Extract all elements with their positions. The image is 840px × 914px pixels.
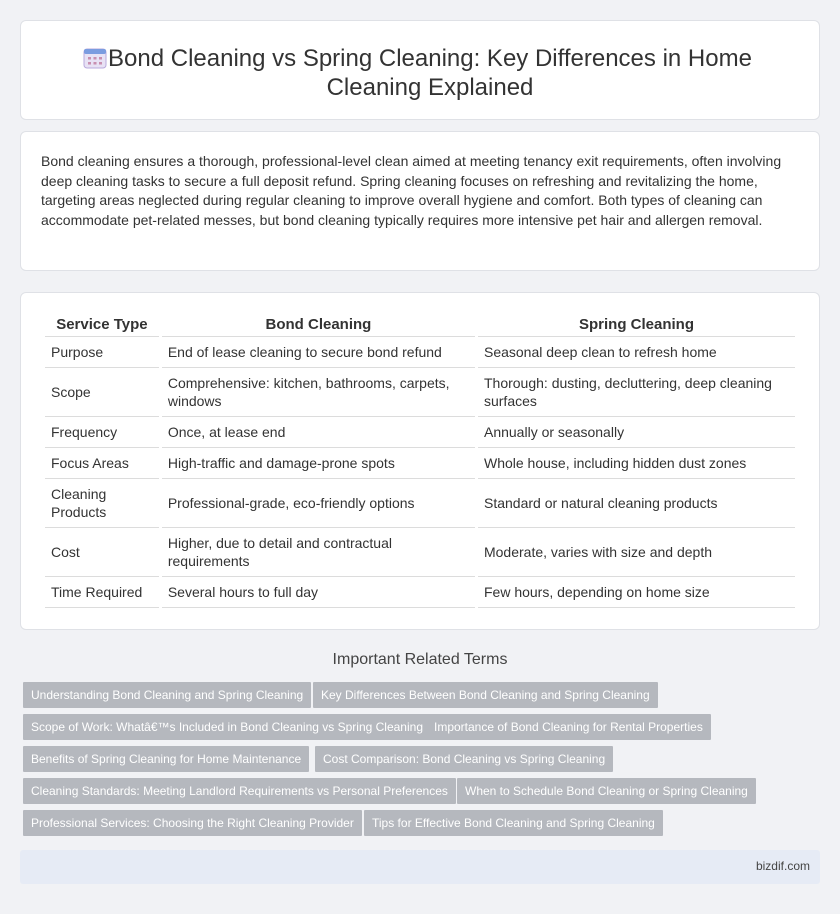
column-header-bond-cleaning: Bond Cleaning bbox=[162, 309, 475, 337]
bond-cell: Higher, due to detail and contractual requirements bbox=[162, 528, 475, 577]
related-term-tag[interactable]: Tips for Effective Bond Cleaning and Spring Cleaning bbox=[364, 810, 663, 836]
spring-cell: Moderate, varies with size and depth bbox=[478, 528, 795, 577]
bond-cell: End of lease cleaning to secure bond refund bbox=[162, 337, 475, 368]
related-term-tag[interactable]: When to Schedule Bond Cleaning or Spring Cleaning bbox=[457, 778, 756, 804]
row-label: Focus Areas bbox=[45, 448, 159, 479]
table-row bbox=[45, 479, 795, 528]
bond-cell: High-traffic and damage-prone spots bbox=[162, 448, 475, 479]
related-term-tag[interactable]: Cleaning Standards: Meeting Landlord Requirements vs Personal Preferences bbox=[23, 778, 456, 804]
table-row bbox=[45, 337, 795, 368]
header-card bbox=[20, 20, 820, 120]
intro-card bbox=[20, 131, 820, 271]
spring-cell: Annually or seasonally bbox=[478, 417, 795, 448]
related-term-tag[interactable]: Importance of Bond Cleaning for Rental Properties bbox=[426, 714, 711, 740]
comparison-table bbox=[42, 309, 798, 608]
row-label: Scope bbox=[45, 368, 159, 417]
related-term-tag[interactable]: Understanding Bond Cleaning and Spring Cleaning bbox=[23, 682, 311, 708]
related-terms-heading: Important Related Terms bbox=[332, 651, 508, 668]
related-term-tag[interactable]: Key Differences Between Bond Cleaning and Spring Cleaning bbox=[313, 682, 658, 708]
row-label: Cost bbox=[45, 528, 159, 577]
bond-cell: Comprehensive: kitchen, bathrooms, carpets, windows bbox=[162, 368, 475, 417]
spring-cell: Few hours, depending on home size bbox=[478, 577, 795, 608]
page-title: Bond Cleaning vs Spring Cleaning: Key Differences in Home Cleaning Explained bbox=[108, 45, 752, 101]
row-label: Time Required bbox=[45, 577, 159, 608]
table-row bbox=[45, 448, 795, 479]
comparison-table-card bbox=[20, 292, 820, 630]
bond-cell: Several hours to full day bbox=[162, 577, 475, 608]
spring-cell: Seasonal deep clean to refresh home bbox=[478, 337, 795, 368]
related-term-tag[interactable]: Professional Services: Choosing the Right Cleaning Provider bbox=[23, 810, 362, 836]
related-term-tag[interactable]: Scope of Work: Whatâ€™s Included in Bond Cleaning vs Spring Cleaning bbox=[23, 714, 431, 740]
related-term-tag[interactable]: Cost Comparison: Bond Cleaning vs Spring Cleaning bbox=[315, 746, 613, 772]
column-header-spring-cleaning: Spring Cleaning bbox=[478, 309, 795, 337]
table-header-row bbox=[45, 309, 795, 337]
spring-cell: Standard or natural cleaning products bbox=[478, 479, 795, 528]
footer bbox=[20, 850, 820, 884]
table-row bbox=[45, 577, 795, 608]
related-term-tag[interactable]: Benefits of Spring Cleaning for Home Maintenance bbox=[23, 746, 309, 772]
column-header-service-type: Service Type bbox=[45, 309, 159, 337]
table-row bbox=[45, 368, 795, 417]
row-label: Cleaning Products bbox=[45, 479, 159, 528]
spring-cell: Thorough: dusting, decluttering, deep cleaning surfaces bbox=[478, 368, 795, 417]
bond-cell: Once, at lease end bbox=[162, 417, 475, 448]
table-row bbox=[45, 417, 795, 448]
spring-cell: Whole house, including hidden dust zones bbox=[478, 448, 795, 479]
row-label: Frequency bbox=[45, 417, 159, 448]
table-row bbox=[45, 528, 795, 577]
row-label: Purpose bbox=[45, 337, 159, 368]
bond-cell: Professional-grade, eco-friendly options bbox=[162, 479, 475, 528]
intro-paragraph: Bond cleaning ensures a thorough, professional-level clean aimed at meeting tenancy exit requirements, often involving deep cleaning tasks to secure a full deposit refund. Spring cleaning focuses on refreshing and revitalizing the home, targeting areas neglected during regular cleaning to improve overall hygiene and comfort. Both types of cleaning can accommodate pet-related messes, but bond cleaning typically requires more intensive pet hair and allergen removal. bbox=[41, 153, 782, 228]
footer-site-link[interactable]: bizdif.com bbox=[755, 859, 810, 873]
